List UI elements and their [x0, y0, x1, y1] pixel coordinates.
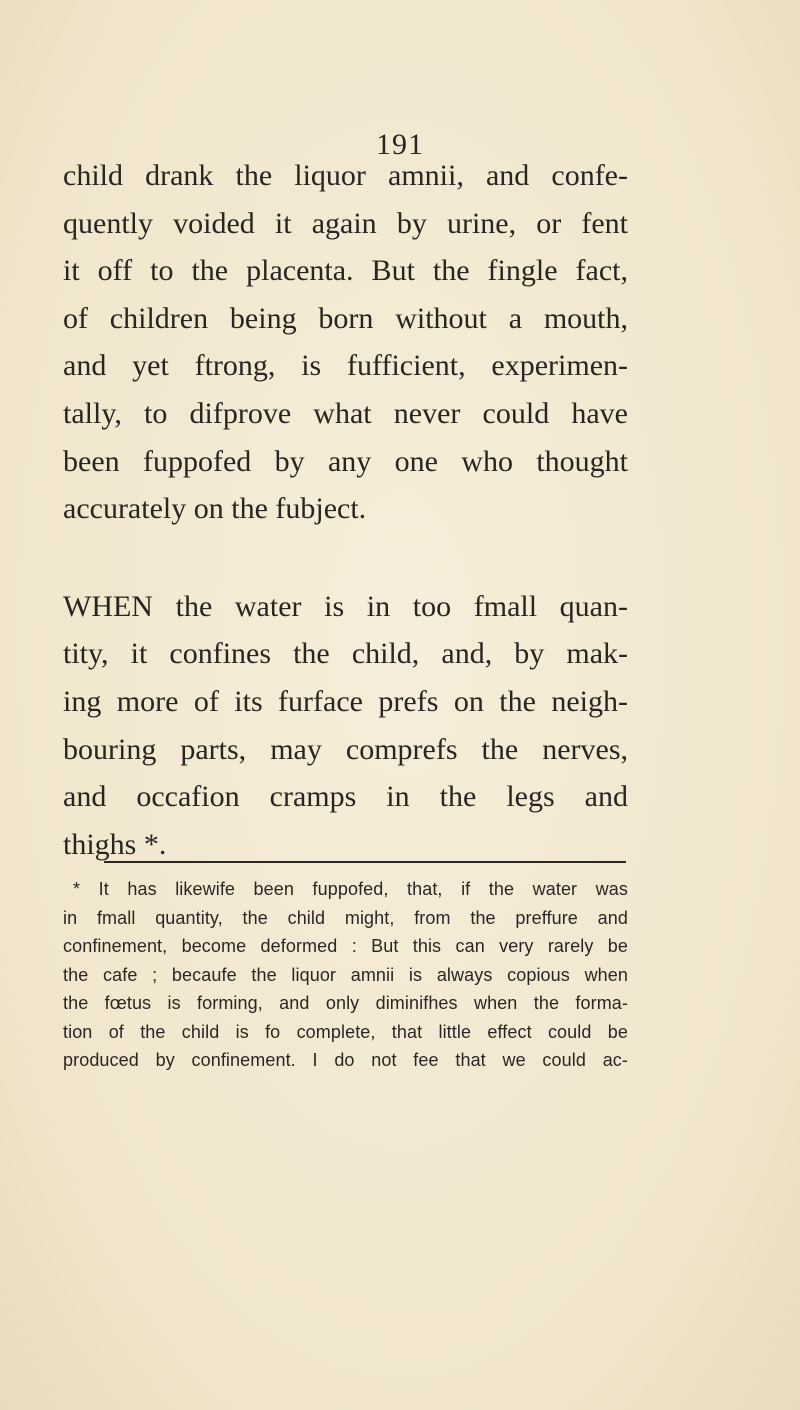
footnote-line: * It has likewife been fuppofed, that, if the water was: [73, 879, 628, 899]
page-number: 191: [376, 128, 424, 161]
footnote-line: the cafe ; becaufe the liquor amnii is always copious when: [63, 964, 628, 985]
text-line: tity, it confines the child, and, by mak-: [63, 637, 628, 671]
text-line: and occafion cramps in the legs and: [63, 780, 628, 814]
text-line: and yet ftrong, is fufficient, experimen-: [63, 349, 628, 383]
text-line: been fuppofed by any one who thought: [63, 444, 628, 478]
footnote-line: confinement, become deformed : But this can very rarely be: [63, 936, 628, 956]
main-text: [63, 152, 628, 868]
footnote: [63, 875, 628, 1075]
paragraph-gap: [63, 533, 628, 583]
footnote-rule: [104, 861, 626, 863]
text-line: quently voided it again by urine, or fent: [63, 206, 628, 240]
text-line: child drank the liquor amnii, and confe-: [63, 159, 628, 192]
text-line: accurately on the fubject.: [63, 492, 367, 526]
text-line: bouring parts, may comprefs the nerves,: [63, 732, 628, 766]
footnote-line: tion of the child is fo complete, that little effect could be: [63, 1021, 628, 1042]
text-line: ing more of its furface prefs on the neigh-: [63, 684, 628, 718]
footnote-line: produced by confinement. I do not fee that we could ac-: [63, 1050, 628, 1070]
text-line: tally, to difprove what never could have: [63, 396, 628, 430]
text-line: of children being born without a mouth,: [63, 301, 628, 335]
footnote-line: the fœtus is forming, and only diminifhes when the forma-: [63, 993, 628, 1013]
footnote-line: in fmall quantity, the child might, from the preffure and: [63, 907, 628, 928]
text-line: WHEN the water is in too fmall quan-: [63, 589, 628, 623]
text-line: it off to the placenta. But the fingle fact,: [63, 254, 628, 288]
text-line: thighs *.: [63, 827, 167, 861]
